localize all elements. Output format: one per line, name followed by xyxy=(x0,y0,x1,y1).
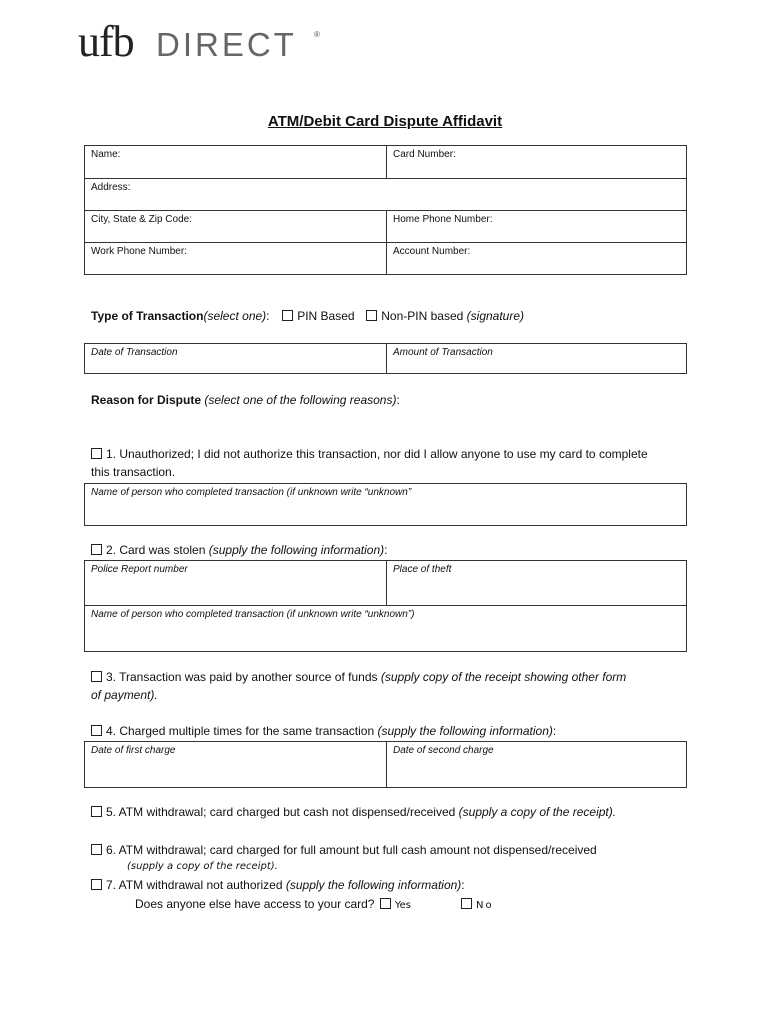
date-of-transaction-field[interactable] xyxy=(85,344,387,374)
reason-7-hint: (supply the following information) xyxy=(285,878,462,892)
amount-of-transaction-label: Amount of Transaction xyxy=(393,347,493,358)
pin-based-checkbox[interactable] xyxy=(282,310,293,321)
access-yes-label: Yes xyxy=(394,900,411,911)
reason-4-row xyxy=(91,724,556,738)
first-charge-field[interactable] xyxy=(85,742,387,788)
reason-1-checkbox[interactable] xyxy=(91,448,102,459)
reason-2-hint: (supply the following information) xyxy=(208,543,385,557)
police-report-label: Police Report number xyxy=(91,564,188,575)
police-report-field[interactable] xyxy=(85,561,387,606)
reason-5-checkbox[interactable] xyxy=(91,806,102,817)
reason-6-hint: (supply a copy of the receipt). xyxy=(127,861,278,872)
card-number-field[interactable] xyxy=(387,146,687,179)
reason-colon: : xyxy=(396,393,400,407)
reason-label: Reason for Dispute xyxy=(91,393,202,407)
place-of-theft-label: Place of theft xyxy=(393,564,452,575)
account-number-field[interactable] xyxy=(387,243,687,275)
non-pin-hint: (signature) xyxy=(466,309,525,323)
reason-7-text: 7. ATM withdrawal not authorized xyxy=(106,878,283,892)
non-pin-label: Non-PIN based xyxy=(381,309,464,323)
reason-4-checkbox[interactable] xyxy=(91,725,102,736)
second-charge-field[interactable] xyxy=(387,742,687,788)
logo-direct: DIRECT xyxy=(156,26,297,63)
reason-1-name-field[interactable] xyxy=(85,484,687,526)
account-number-label: Account Number: xyxy=(393,246,471,257)
reason-2-row xyxy=(91,543,388,557)
home-phone-field[interactable] xyxy=(387,211,687,243)
transaction-type-row xyxy=(91,309,524,323)
reason-7-row xyxy=(91,878,465,892)
card-access-question-row xyxy=(135,897,411,911)
second-charge-label: Date of second charge xyxy=(393,745,494,756)
reason-6-text: 6. ATM withdrawal; card charged for full amount but full cash amount not dispensed/received xyxy=(106,843,597,857)
reason-1-table xyxy=(84,483,687,526)
name-field[interactable] xyxy=(85,146,387,179)
reason-hint: (select one of the following reasons) xyxy=(204,393,397,407)
reason-5-text: 5. ATM withdrawal; card charged but cash not dispensed/received xyxy=(106,805,456,819)
city-state-zip-field[interactable] xyxy=(85,211,387,243)
reason-2-name-field[interactable] xyxy=(85,606,687,652)
reason-4-hint: (supply the following information) xyxy=(377,724,553,738)
reason-3-hint-line2: of payment). xyxy=(91,688,158,702)
reason-2-colon: : xyxy=(384,543,388,557)
reason-3-checkbox[interactable] xyxy=(91,671,102,682)
place-of-theft-field[interactable] xyxy=(387,561,687,606)
reason-6-checkbox[interactable] xyxy=(91,844,102,855)
reason-1-name-label: Name of person who completed transaction (if unknown write “unknown” xyxy=(91,487,412,498)
first-charge-label: Date of first charge xyxy=(91,745,176,756)
work-phone-label: Work Phone Number: xyxy=(91,246,187,257)
reason-1-row xyxy=(91,447,648,461)
reason-7-colon: : xyxy=(461,878,465,892)
transaction-table xyxy=(84,343,687,374)
customer-info-table xyxy=(84,145,687,275)
transaction-type-colon: : xyxy=(266,309,270,323)
amount-of-transaction-field[interactable] xyxy=(387,344,687,374)
reason-3-row xyxy=(91,670,626,684)
transaction-type-label: Type of Transaction xyxy=(91,309,204,323)
page-title: ATM/Debit Card Dispute Affidavit xyxy=(267,113,503,130)
non-pin-checkbox[interactable] xyxy=(366,310,377,321)
reason-6-row xyxy=(91,843,597,857)
card-number-label: Card Number: xyxy=(393,149,456,160)
reason-7-checkbox[interactable] xyxy=(91,879,102,890)
reason-5-row xyxy=(91,805,616,819)
reason-5-hint: (supply a copy of the receipt). xyxy=(458,805,617,819)
home-phone-label: Home Phone Number: xyxy=(393,214,493,225)
reason-3-hint: (supply copy of the receipt showing other form xyxy=(380,670,627,684)
transaction-type-hint: (select one) xyxy=(203,309,267,323)
reason-2-checkbox[interactable] xyxy=(91,544,102,555)
access-yes-checkbox[interactable] xyxy=(380,898,391,909)
reason-1-text: 1. Unauthorized; I did not authorize this transaction, nor did I allow anyone to use my card to complete xyxy=(106,447,648,461)
reason-2-table xyxy=(84,560,687,652)
access-no-checkbox[interactable] xyxy=(461,898,472,909)
reason-2-name-label: Name of person who completed transaction (if unknown write “unknown”) xyxy=(91,609,415,620)
access-no-row xyxy=(461,897,494,911)
reason-4-text: 4. Charged multiple times for the same transaction xyxy=(106,724,375,738)
reason-3-text: 3. Transaction was paid by another source of funds xyxy=(106,670,378,684)
address-label: Address: xyxy=(91,182,131,193)
reason-4-colon: : xyxy=(552,724,557,738)
name-label: Name: xyxy=(91,149,121,160)
card-access-question: Does anyone else have access to your card? xyxy=(135,897,375,911)
reason-2-text: 2. Card was stolen xyxy=(106,543,206,557)
pin-based-label: PIN Based xyxy=(297,309,355,323)
logo-ufb: ufb xyxy=(78,17,134,66)
reason-heading xyxy=(91,393,400,407)
address-field[interactable] xyxy=(85,179,687,211)
work-phone-field[interactable] xyxy=(85,243,387,275)
reason-1-text-line2: this transaction. xyxy=(91,465,176,479)
city-state-zip-label: City, State & Zip Code: xyxy=(91,214,192,225)
reason-4-table xyxy=(84,741,687,788)
access-no-label: No xyxy=(476,900,494,911)
date-of-transaction-label: Date of Transaction xyxy=(91,347,178,358)
logo-registered-mark: ® xyxy=(314,30,320,39)
